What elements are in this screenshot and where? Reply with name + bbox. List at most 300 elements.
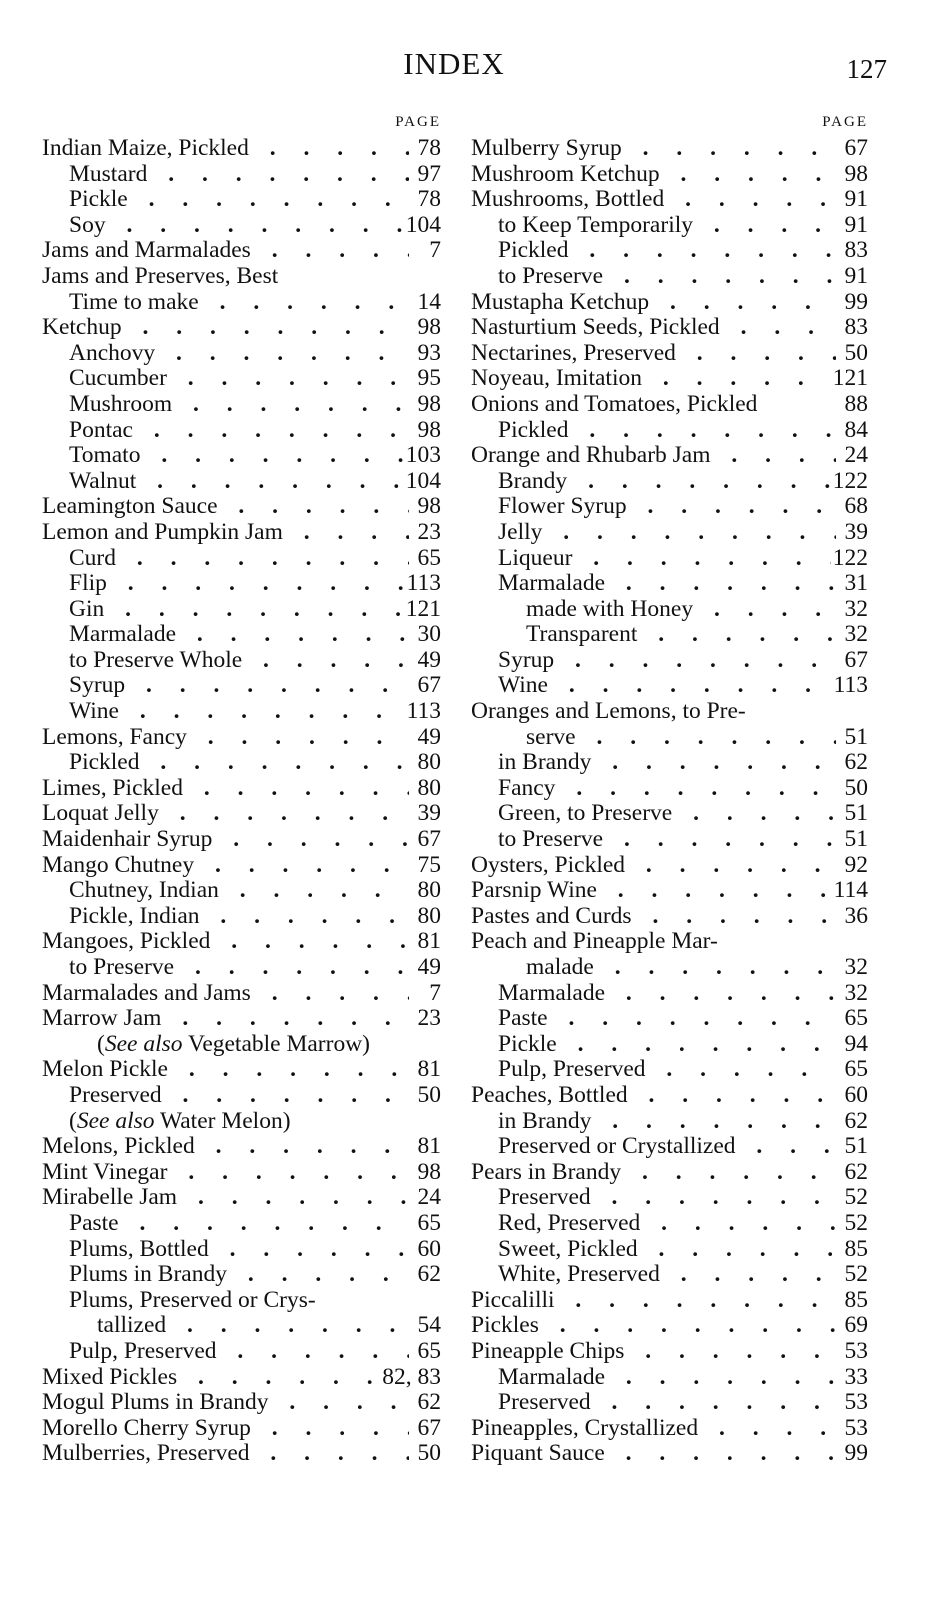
index-entry bbox=[471, 1032, 868, 1058]
index-entry-label: Pears in Brandy bbox=[471, 1158, 622, 1185]
dot-leader bbox=[711, 443, 837, 469]
index-entry-label: Nasturtium Seeds, Pickled bbox=[471, 314, 720, 341]
see-also-target: Water Melon) bbox=[159, 1107, 291, 1134]
index-entry-label: Melons, Pickled bbox=[42, 1133, 195, 1160]
index-entry-label: to Preserve bbox=[498, 826, 604, 853]
index-entry-page: 51 bbox=[844, 723, 868, 750]
dot-leader bbox=[162, 1083, 409, 1109]
index-entry-label: (See also Vegetable Marrow) bbox=[97, 1030, 370, 1057]
index-entry bbox=[42, 1237, 441, 1263]
index-entry bbox=[471, 673, 868, 699]
index-entry bbox=[42, 622, 441, 648]
index-entry-page: 65 bbox=[844, 1056, 868, 1083]
dot-leader bbox=[106, 213, 404, 239]
dot-leader bbox=[603, 264, 836, 290]
index-entry-label: Pickles bbox=[471, 1312, 539, 1339]
index-entry bbox=[42, 571, 441, 597]
dot-leader bbox=[646, 1057, 836, 1083]
index-entry-label: Fancy bbox=[498, 774, 556, 801]
index-entry-label: Mogul Plums in Brandy bbox=[42, 1389, 269, 1416]
index-entry-page: 69 bbox=[844, 1312, 868, 1339]
index-entry-label: Piccalilli bbox=[471, 1286, 555, 1313]
index-entry bbox=[42, 418, 441, 444]
dot-leader bbox=[250, 1441, 409, 1467]
index-entry bbox=[471, 187, 868, 213]
dot-leader bbox=[591, 750, 836, 776]
index-entry-page: 91 bbox=[844, 186, 868, 213]
index-entry bbox=[42, 187, 441, 213]
index-entry bbox=[42, 1057, 441, 1083]
index-entry-page: 98 bbox=[417, 416, 441, 443]
index-entry-page: 62 bbox=[844, 1158, 868, 1185]
index-entry-page: 53 bbox=[844, 1414, 868, 1441]
index-entry-label: Mustapha Ketchup bbox=[471, 288, 650, 315]
index-column-right bbox=[471, 114, 868, 1467]
index-entry-page: 49 bbox=[417, 723, 441, 750]
index-entry bbox=[471, 776, 868, 802]
index-entry-label: Marmalade bbox=[498, 979, 606, 1006]
index-entry-page: 80 bbox=[417, 749, 441, 776]
index-entry bbox=[42, 264, 441, 290]
index-entry-label: Brandy bbox=[498, 467, 568, 494]
page-column-label: PAGE bbox=[822, 114, 868, 130]
index-entry-label: Mirabelle Jam bbox=[42, 1184, 178, 1211]
index-entry bbox=[471, 238, 868, 264]
index-entry-page: 53 bbox=[844, 1337, 868, 1364]
index-entry bbox=[42, 1365, 441, 1391]
dot-leader bbox=[591, 1390, 836, 1416]
index-entry bbox=[471, 392, 868, 418]
index-entry-label: Limes, Pickled bbox=[42, 774, 183, 801]
index-entry bbox=[42, 546, 441, 572]
dot-leader bbox=[672, 801, 836, 827]
dot-leader bbox=[116, 546, 409, 572]
index-entry-page: 50 bbox=[417, 1081, 441, 1108]
index-entry bbox=[471, 725, 868, 751]
index-entry-page: 52 bbox=[844, 1184, 868, 1211]
index-entry bbox=[42, 213, 441, 239]
index-entry bbox=[471, 597, 868, 623]
index-entry-page: 91 bbox=[844, 262, 868, 289]
index-entry bbox=[42, 238, 441, 264]
index-entry-page: 113 bbox=[406, 570, 441, 597]
index-entry-page: 54 bbox=[417, 1312, 441, 1339]
index-entry bbox=[42, 1288, 441, 1314]
dot-leader bbox=[555, 776, 836, 802]
dot-leader bbox=[283, 520, 409, 546]
page-title: INDEX bbox=[403, 46, 505, 81]
index-entry-label: Preserved bbox=[69, 1081, 162, 1108]
index-entry bbox=[471, 1185, 868, 1211]
dot-leader bbox=[632, 904, 836, 930]
dot-leader bbox=[218, 494, 409, 520]
index-entry bbox=[42, 853, 441, 879]
index-entry-label: Mulberries, Preserved bbox=[42, 1440, 250, 1467]
index-entry bbox=[42, 290, 441, 316]
index-entry bbox=[42, 801, 441, 827]
dot-leader bbox=[159, 801, 409, 827]
index-entry-page: 78 bbox=[417, 135, 441, 161]
index-entry-page: 95 bbox=[417, 365, 441, 392]
index-entry-label: Leamington Sauce bbox=[42, 493, 218, 520]
index-entry bbox=[471, 1441, 868, 1467]
index-entry-page: 91 bbox=[844, 211, 868, 238]
index-entry bbox=[42, 1032, 441, 1058]
index-entry-page: 67 bbox=[417, 826, 441, 853]
index-entry-label: Pickled bbox=[498, 237, 569, 264]
index-entry-page: 85 bbox=[844, 1286, 868, 1313]
dot-leader bbox=[278, 264, 409, 290]
see-also-target: Vegetable Marrow) bbox=[187, 1030, 370, 1057]
index-entry-label: Marrow Jam bbox=[42, 1005, 162, 1032]
index-entry-label: Nectarines, Preserved bbox=[471, 339, 676, 366]
dot-leader bbox=[251, 238, 409, 264]
index-entry-label: Preserved bbox=[498, 1184, 591, 1211]
index-entry-page: 113 bbox=[406, 698, 441, 725]
index-entry-label: Flower Syrup bbox=[498, 493, 627, 520]
index-entry bbox=[471, 1109, 868, 1135]
index-entry-page: 52 bbox=[844, 1261, 868, 1288]
index-entry bbox=[471, 1211, 868, 1237]
index-entry-label: Pastes and Curds bbox=[471, 902, 632, 929]
dot-leader bbox=[736, 1134, 836, 1160]
dot-leader bbox=[625, 853, 836, 879]
index-entry-label: Pineapples, Crystallized bbox=[471, 1414, 699, 1441]
dot-leader bbox=[166, 1313, 409, 1339]
index-entry-label: Lemon and Pumpkin Jam bbox=[42, 518, 283, 545]
dot-leader bbox=[136, 469, 403, 495]
index-entry-label: Mushrooms, Bottled bbox=[471, 186, 665, 213]
dot-leader bbox=[177, 1185, 409, 1211]
index-entry-page: 98 bbox=[417, 390, 441, 417]
index-entry bbox=[471, 878, 868, 904]
index-entry bbox=[42, 1441, 441, 1467]
dot-leader bbox=[605, 1365, 836, 1391]
index-entry-label: Syrup bbox=[69, 672, 126, 699]
index-entry bbox=[471, 1288, 868, 1314]
index-entry-page: 98 bbox=[417, 1158, 441, 1185]
dot-leader bbox=[104, 597, 404, 623]
dot-leader bbox=[122, 315, 409, 341]
index-entry-page: 67 bbox=[844, 646, 868, 673]
index-entry-page: 81 bbox=[417, 1056, 441, 1083]
index-entry bbox=[42, 750, 441, 776]
index-entry-page: 104 bbox=[405, 211, 441, 238]
index-entry-page: 65 bbox=[417, 1209, 441, 1236]
index-entry-label: Peach and Pineapple Mar- bbox=[471, 928, 718, 955]
index-entry bbox=[42, 341, 441, 367]
index-entry-page: 51 bbox=[844, 1133, 868, 1160]
index-entry-page: 65 bbox=[417, 544, 441, 571]
index-entry-label: Walnut bbox=[69, 467, 137, 494]
index-entry-label: tallized bbox=[97, 1312, 167, 1339]
index-entry bbox=[471, 1365, 868, 1391]
dot-leader bbox=[251, 981, 409, 1007]
index-entry-label: Transparent bbox=[526, 621, 638, 648]
index-entry-label: Time to make bbox=[69, 288, 199, 315]
index-entry-page: 31 bbox=[844, 570, 868, 597]
index-entry-page: 98 bbox=[417, 493, 441, 520]
index-entry-page: 113 bbox=[833, 672, 868, 699]
index-entry-page: 60 bbox=[417, 1235, 441, 1262]
index-entry-label: Tomato bbox=[69, 442, 141, 469]
dot-leader bbox=[251, 1416, 409, 1442]
index-entry-label: Oysters, Pickled bbox=[471, 851, 626, 878]
dot-leader bbox=[664, 187, 836, 213]
index-entry bbox=[42, 597, 441, 623]
index-entry-label: Melon Pickle bbox=[42, 1056, 168, 1083]
index-entry bbox=[471, 827, 868, 853]
see-also-label: See also bbox=[104, 1030, 183, 1057]
dot-leader bbox=[183, 776, 409, 802]
index-entry-label: Syrup bbox=[498, 646, 555, 673]
index-entry-page: 122 bbox=[832, 544, 868, 571]
index-entry-label: Plums, Bottled bbox=[69, 1235, 209, 1262]
index-entry-page: 92 bbox=[844, 851, 868, 878]
index-entry bbox=[42, 1109, 441, 1135]
index-entry-page: 39 bbox=[417, 800, 441, 827]
index-entry-label: Marmalade bbox=[498, 570, 606, 597]
index-entry-label: Paste bbox=[498, 1005, 548, 1032]
index-entry bbox=[471, 981, 868, 1007]
index-entry bbox=[471, 929, 868, 955]
index-entry bbox=[42, 725, 441, 751]
index-entry-label: Pickled bbox=[69, 749, 140, 776]
index-entry-page: 104 bbox=[405, 467, 441, 494]
index-entry-label: Pontac bbox=[69, 416, 133, 443]
index-entry-page: 50 bbox=[417, 1440, 441, 1467]
index-entry bbox=[471, 366, 868, 392]
index-entry-label: to Preserve Whole bbox=[69, 646, 243, 673]
index-entry-label: Mangoes, Pickled bbox=[42, 928, 211, 955]
index-entry-label: Flip bbox=[69, 570, 107, 597]
dot-leader bbox=[642, 366, 831, 392]
dot-leader bbox=[603, 827, 836, 853]
dot-leader bbox=[125, 673, 409, 699]
index-entry-page: 82, 83 bbox=[382, 1363, 441, 1390]
index-entry bbox=[471, 1390, 868, 1416]
index-entry-page: 103 bbox=[405, 442, 441, 469]
dot-leader bbox=[640, 1211, 836, 1237]
index-entry bbox=[42, 1211, 441, 1237]
index-entry-page: 67 bbox=[417, 1414, 441, 1441]
dot-leader bbox=[187, 725, 409, 751]
index-entry bbox=[471, 136, 868, 162]
index-entry bbox=[471, 162, 868, 188]
dot-leader bbox=[597, 878, 832, 904]
index-entry-label: Mint Vinegar bbox=[42, 1158, 168, 1185]
dot-leader bbox=[622, 136, 836, 162]
index-entry-page: 32 bbox=[844, 621, 868, 648]
dot-leader bbox=[140, 443, 403, 469]
index-entry-label: Morello Cherry Syrup bbox=[42, 1414, 251, 1441]
index-entry-label: Gin bbox=[69, 595, 105, 622]
index-entry-page: 80 bbox=[417, 774, 441, 801]
index-entry-page: 50 bbox=[844, 339, 868, 366]
index-entry bbox=[42, 315, 441, 341]
index-entry-page: 32 bbox=[844, 954, 868, 980]
index-entry-label: Preserved bbox=[498, 1389, 591, 1416]
index-entry-label: Jelly bbox=[498, 518, 543, 545]
dot-leader bbox=[718, 929, 836, 955]
index-entry-page: 49 bbox=[417, 646, 441, 673]
dot-leader bbox=[195, 1134, 409, 1160]
index-entry-label: Marmalade bbox=[69, 621, 177, 648]
dot-leader bbox=[591, 1109, 836, 1135]
index-entry-label: Onions and Tomatoes, Pickled bbox=[471, 390, 758, 417]
index-entry-page: 30 bbox=[417, 621, 441, 648]
dot-leader bbox=[555, 1288, 836, 1314]
index-entry bbox=[42, 1416, 441, 1442]
index-entry bbox=[471, 290, 868, 316]
index-entry bbox=[471, 469, 868, 495]
index-entry bbox=[42, 520, 441, 546]
index-entry bbox=[471, 418, 868, 444]
index-entry-label: Loquat Jelly bbox=[42, 800, 159, 827]
index-entry-label: made with Honey bbox=[526, 595, 694, 622]
index-entry-label: Marmalades and Jams bbox=[42, 979, 251, 1006]
index-entry-label: Pickle, Indian bbox=[69, 902, 200, 929]
index-entry bbox=[471, 1134, 868, 1160]
index-entry-page: 85 bbox=[844, 1235, 868, 1262]
index-entry-page: 98 bbox=[844, 160, 868, 187]
index-entry bbox=[471, 1006, 868, 1032]
dot-leader bbox=[605, 981, 836, 1007]
index-entry bbox=[471, 341, 868, 367]
dot-leader bbox=[128, 187, 409, 213]
index-entry bbox=[471, 315, 868, 341]
dot-leader bbox=[194, 853, 409, 879]
index-entry-label: Mustard bbox=[69, 160, 148, 187]
dot-leader bbox=[199, 290, 409, 316]
index-entry-label: Pickled bbox=[498, 416, 569, 443]
index-entry-page: 81 bbox=[417, 928, 441, 955]
index-entry-label: Chutney, Indian bbox=[69, 877, 219, 904]
index-entry bbox=[42, 1339, 441, 1365]
dot-leader bbox=[572, 546, 830, 572]
index-entry-label: Jams and Preserves, Best bbox=[42, 262, 279, 289]
index-entry-label: to Preserve bbox=[498, 262, 604, 289]
dot-leader bbox=[605, 571, 836, 597]
index-entry-page: 39 bbox=[844, 518, 868, 545]
index-entry bbox=[42, 981, 441, 1007]
dot-leader bbox=[370, 1032, 409, 1058]
dot-leader bbox=[168, 1057, 409, 1083]
index-entry-label: Parsnip Wine bbox=[471, 877, 597, 904]
dot-leader bbox=[249, 136, 409, 162]
index-entry-page: 81 bbox=[417, 1133, 441, 1160]
index-entry bbox=[471, 443, 868, 469]
dot-leader bbox=[177, 1365, 380, 1391]
dot-leader bbox=[554, 648, 836, 674]
index-entry-page: 121 bbox=[405, 595, 441, 622]
index-entry bbox=[42, 136, 441, 162]
index-entry-page: 75 bbox=[417, 851, 441, 878]
index-entry-label: to Keep Temporarily bbox=[498, 211, 693, 238]
index-entry-label: Pickle bbox=[69, 186, 128, 213]
index-entry-label: Pulp, Preserved bbox=[498, 1056, 646, 1083]
index-entry-label: Paste bbox=[69, 1209, 119, 1236]
dot-leader bbox=[227, 1262, 409, 1288]
index-entry bbox=[471, 1416, 868, 1442]
index-entry-label: Anchovy bbox=[69, 339, 156, 366]
index-entry-page: 83 bbox=[844, 314, 868, 341]
dot-leader bbox=[176, 622, 409, 648]
dot-leader bbox=[628, 1083, 836, 1109]
index-entry bbox=[471, 1057, 868, 1083]
index-entry bbox=[471, 571, 868, 597]
index-entry-page: 23 bbox=[417, 1005, 441, 1032]
index-entry-label: Pineapple Chips bbox=[471, 1337, 625, 1364]
index-entry bbox=[471, 648, 868, 674]
index-entry bbox=[471, 699, 868, 725]
dot-leader bbox=[269, 1390, 409, 1416]
index-entry-page: 52 bbox=[844, 1209, 868, 1236]
dot-leader bbox=[569, 418, 837, 444]
index-entry-page: 36 bbox=[844, 902, 868, 929]
index-entry-page: 33 bbox=[844, 1363, 868, 1390]
index-entry bbox=[471, 213, 868, 239]
dot-leader bbox=[167, 366, 409, 392]
dot-leader bbox=[209, 1237, 409, 1263]
dot-leader bbox=[660, 162, 836, 188]
index-entry-label: Red, Preserved bbox=[498, 1209, 641, 1236]
dot-leader bbox=[594, 955, 836, 981]
dot-leader bbox=[291, 1109, 409, 1135]
index-entry-page: 62 bbox=[417, 1389, 441, 1416]
dot-leader bbox=[576, 725, 836, 751]
index-entry-label: Orange and Rhubarb Jam bbox=[471, 442, 711, 469]
index-entry bbox=[42, 699, 441, 725]
index-entry-label: serve bbox=[526, 723, 576, 750]
index-entry bbox=[42, 955, 441, 981]
index-entry-label: Noyeau, Imitation bbox=[471, 365, 642, 392]
index-entry bbox=[42, 673, 441, 699]
dot-leader bbox=[316, 1288, 409, 1314]
dot-leader bbox=[746, 699, 836, 725]
index-entry-label: White, Preserved bbox=[498, 1261, 660, 1288]
index-entry bbox=[471, 1160, 868, 1186]
dot-leader bbox=[693, 597, 836, 623]
dot-leader bbox=[591, 1185, 836, 1211]
index-entry-label: Preserved or Crystallized bbox=[498, 1133, 736, 1160]
index-entry bbox=[42, 1262, 441, 1288]
index-entry bbox=[42, 494, 441, 520]
index-entry bbox=[471, 494, 868, 520]
index-entry-label: Maidenhair Syrup bbox=[42, 826, 213, 853]
dot-leader bbox=[676, 341, 836, 367]
index-entry-label: Plums in Brandy bbox=[69, 1261, 227, 1288]
dot-leader bbox=[569, 238, 837, 264]
index-entry-label: Curd bbox=[69, 544, 116, 571]
index-entry bbox=[42, 904, 441, 930]
dot-leader bbox=[539, 1313, 836, 1339]
index-entry-page: 98 bbox=[417, 314, 441, 341]
index-entry bbox=[471, 904, 868, 930]
index-entry bbox=[42, 1006, 441, 1032]
index-entry-page: 97 bbox=[417, 160, 441, 187]
index-entry-page: 84 bbox=[844, 416, 868, 443]
dot-leader bbox=[548, 673, 832, 699]
index-entry-label: Wine bbox=[498, 672, 548, 699]
index-entry bbox=[42, 776, 441, 802]
see-also-label: See also bbox=[76, 1107, 155, 1134]
index-entry-page: 51 bbox=[844, 800, 868, 827]
dot-leader bbox=[155, 341, 409, 367]
index-entry bbox=[42, 827, 441, 853]
index-entry bbox=[42, 878, 441, 904]
index-entry-page: 14 bbox=[417, 288, 441, 315]
